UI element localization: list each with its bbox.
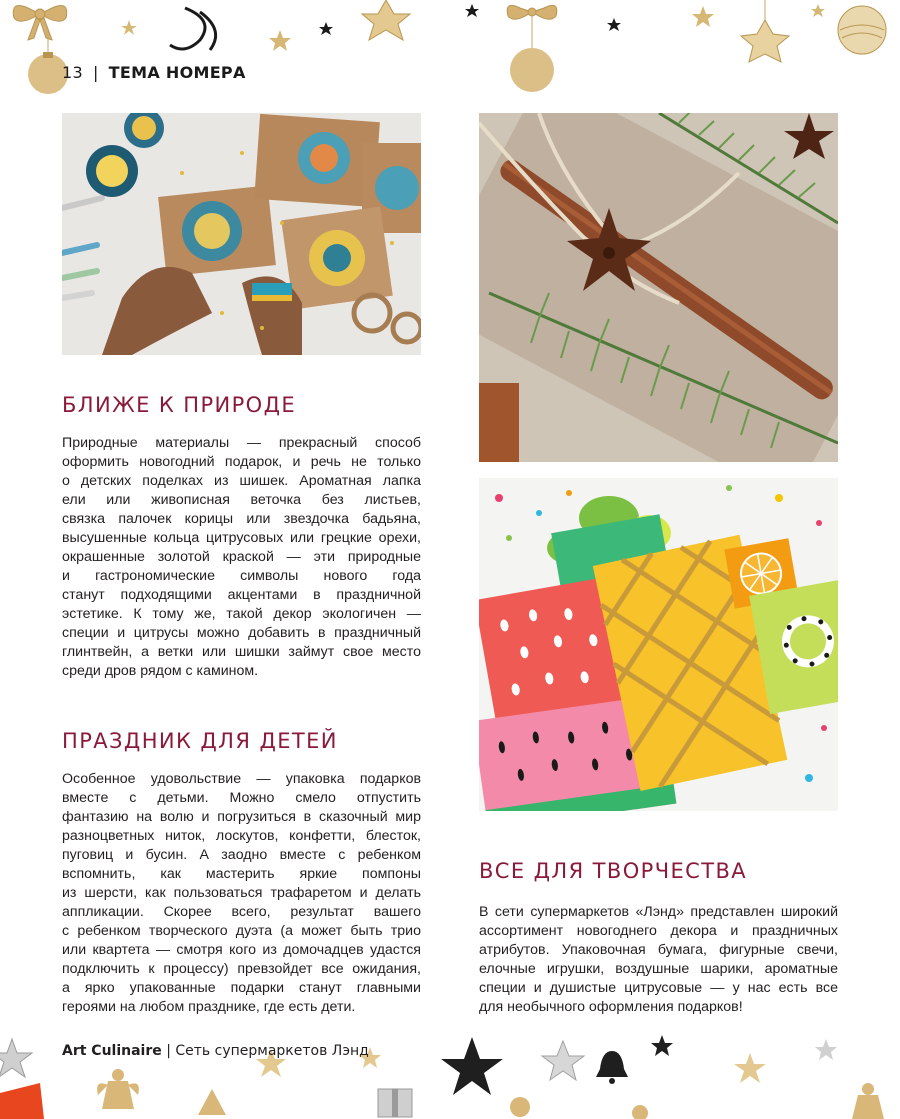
bell-icon xyxy=(596,1051,628,1084)
section-title-creativity: ВСЕ ДЛЯ ТВОРЧЕСТВА xyxy=(479,859,748,883)
star-icon xyxy=(607,18,621,31)
ornament-ball-icon xyxy=(510,1097,530,1117)
footer-separator: | xyxy=(166,1043,171,1059)
text-line: вместе с детьми. Можно смело отпустить xyxy=(62,790,421,806)
text-line: высушенные кольца цитрусовых или грецкие орехи, xyxy=(62,530,421,546)
text-line: связка палочек корицы или звездочка бадьяна, xyxy=(62,511,421,527)
gift-painting-photo xyxy=(62,113,421,355)
magazine-brand: Art Culinaire xyxy=(62,1043,162,1059)
text-line: станут подходящими акцентами в праздничной xyxy=(62,587,421,603)
star-icon xyxy=(811,4,825,17)
store-logo-icon xyxy=(0,1083,44,1119)
star-icon xyxy=(651,1035,673,1056)
text-line: пуговиц и бусин. А заодно вместе с ребенком xyxy=(62,847,421,863)
section-body-nature xyxy=(62,434,421,681)
supermarket-network: Сеть супермаркетов Лэнд xyxy=(175,1043,369,1059)
star-icon xyxy=(121,20,137,35)
star-icon xyxy=(441,1037,503,1095)
text-line: Особенное удовольствие — упаковка подарков xyxy=(62,771,421,787)
header-separator: | xyxy=(92,62,99,82)
gift-icon xyxy=(378,1089,412,1117)
star-icon xyxy=(734,1053,766,1083)
text-line: среди дров рядом с камином. xyxy=(62,663,259,679)
page-footer xyxy=(62,1043,369,1059)
text-line: разноцветных ниток, лоскутов, конфетти, блесток, xyxy=(62,828,421,844)
text-line: эстетике. К тому же, такой декор экологичен — xyxy=(62,606,421,622)
section-title-nature: БЛИЖЕ К ПРИРОДЕ xyxy=(62,393,297,417)
page-number: 13 xyxy=(62,62,83,82)
star-icon xyxy=(0,1039,32,1077)
swirl-ornament-icon xyxy=(170,8,216,50)
text-line: вспомнить, как мастерить яркие помпоны xyxy=(62,866,421,882)
text-line: фантазию на волю и погрузиться в сказочный мир xyxy=(62,809,421,825)
text-line: глинтвейн, а ветки или шишки займут свое место xyxy=(62,644,421,660)
ornament-ball-icon xyxy=(632,1105,648,1119)
cinnamon-gift-photo xyxy=(479,113,838,462)
star-icon xyxy=(269,30,291,51)
text-line: для необычного оформления подарков! xyxy=(479,999,743,1015)
text-line: атрибутов. Упаковочная бумага, фигурные свечи, xyxy=(479,942,838,958)
angel-icon xyxy=(97,1069,139,1109)
text-line: елочные игрушки, воздушные шарики, ароматные xyxy=(479,961,838,977)
text-line: из шерсти, как пользоваться трафаретом и делать xyxy=(62,885,421,901)
text-line: с ребенком творческого дуэта (а может быть трио xyxy=(62,923,421,939)
star-icon xyxy=(465,4,479,17)
text-line: подключить к процессу) превзойдет все ожидания, xyxy=(62,961,421,977)
colorful-gifts-photo xyxy=(479,478,838,811)
text-line: аппликации. Скорее всего, результат вашего xyxy=(62,904,421,920)
hanging-star-icon xyxy=(362,0,410,40)
text-line: специи и цитрусы можно добавить в праздничный xyxy=(62,625,421,641)
text-line: о детских поделках из шишек. Ароматная лапка xyxy=(62,473,421,489)
text-line: а ярко упакованные подарки станут главными xyxy=(62,980,421,996)
text-line: Природные материалы — прекрасный способ xyxy=(62,435,421,451)
section-body-creativity xyxy=(479,903,838,1017)
text-line: или квартета — смотря кого из домочадцев удастся xyxy=(62,942,421,958)
bow-icon xyxy=(13,6,66,40)
text-line: окрашенные золотой краской — эти природные xyxy=(62,549,421,565)
tree-icon xyxy=(198,1089,226,1115)
hanging-star-icon xyxy=(741,0,789,62)
text-line: оформить новогодний подарок, и речь не только xyxy=(62,454,421,470)
section-body-kids xyxy=(62,770,421,1017)
ornament-ball-icon xyxy=(838,6,886,54)
text-line: и гастрономические символы нового года xyxy=(62,568,421,584)
angel-icon xyxy=(852,1083,884,1119)
top-decorations xyxy=(0,0,900,100)
text-line: ассортимент новогоднего декора и праздничных xyxy=(479,923,838,939)
text-line: специи и душистые цитрусовые — у нас есть все xyxy=(479,980,838,996)
section-topic: ТЕМА НОМЕРА xyxy=(108,62,246,82)
section-title-kids: ПРАЗДНИК ДЛЯ ДЕТЕЙ xyxy=(62,729,338,753)
ornament-ball-icon xyxy=(510,16,554,92)
text-line: героями на любом празднике, где есть дети. xyxy=(62,999,356,1015)
star-icon xyxy=(542,1041,584,1080)
page-header xyxy=(62,60,246,84)
star-icon xyxy=(319,22,333,35)
text-line: В сети супермаркетов «Лэнд» представлен широкий xyxy=(479,904,838,920)
star-icon xyxy=(815,1039,837,1060)
text-line: ели или живописная веточка без листьев, xyxy=(62,492,421,508)
star-icon xyxy=(692,6,714,27)
